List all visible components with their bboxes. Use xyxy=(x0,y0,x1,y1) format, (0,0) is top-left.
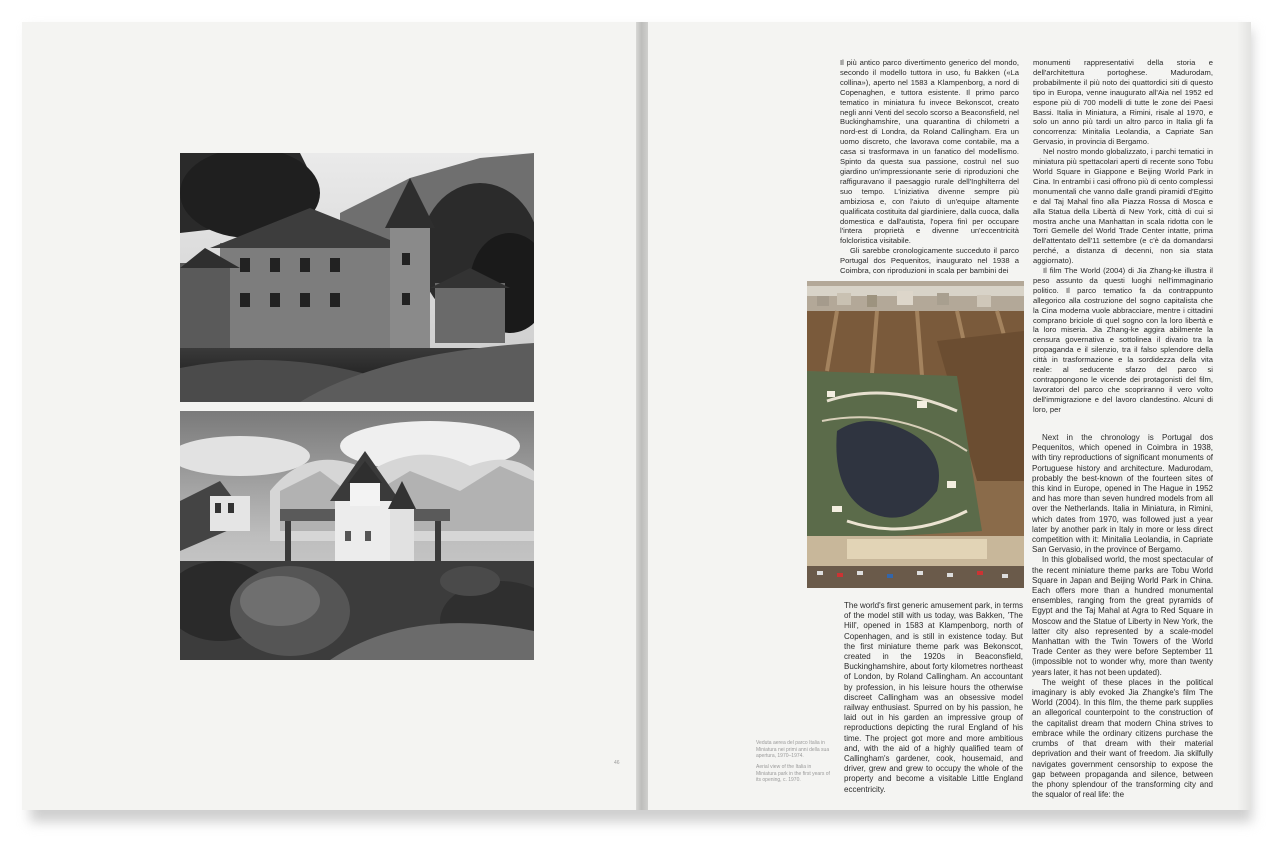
right-page xyxy=(648,22,1251,810)
photo-aerial-miniature-park xyxy=(807,281,1024,588)
photo-chateau-miniature xyxy=(180,153,534,402)
paragraph: monumenti rappresentativi della storia e dell'architettura portoghese. Madurodam, probabilmente il più noto dei quattordici siti di questo tipo in Europa, venne inaugurato all'Aia nel 1952 ed espone più di 700 modelli di tutte le zone dei Paesi Bassi. Italia in Miniatura, a Rimini, risale al 1970, e solo un anno più tardi un altro parco in Italia gli fa concorrenza: Minitalia Leolandia, a Capriate San Gervasio, in provincia di Bergamo. xyxy=(1033,58,1213,147)
paragraph: Nel nostro mondo globalizzato, i parchi tematici in miniatura più spettacolari aperti di recente sono Tobu World Square in Giappone e Beijing World Park in Cina. In entrambi i casi offrono più di cento complessi monumentali che vanno dalle grandi piramidi d'Egitto e dal Taj Mahal fino alla Piazza Rossa di Mosca e alla Statua della Libertà di New York, città di cui si mostra anche una Manhattan in scala ridotta con le Torri Gemelle del World Trade Center intatte, prima dell'attentato dell'11 settembre (e c'è da domandarsi perché, a distanza di decenni, non sia stata aggiornato). xyxy=(1033,147,1213,266)
italian-text-column-1 xyxy=(840,58,1019,276)
paragraph: Il film The World (2004) di Jia Zhang-ke illustra il peso assunto da questi luoghi nell'immaginario politico. Il parco tematico fa da contrappunto allegorico alla costruzione del sogno capitalista che la Cina moderna vuole abbracciare, mentre i cittadini comprano briciole di quel sogno con la loro libertà e la loro miseria. Jia Zhang-ke aggira abilmente la censura governativa e sottolinea il divario tra la propaganda e il silenzio, tra il falso splendore della città in trasformazione e la sordidezza della vita reale: al seducente sfarzo del parco si contrappongono le vicende dei protagonisti del film, lavoratori del parco che scopriranno il vero volto dell'immigrazione e del lavoro clandestino. Alcuni di loro, per xyxy=(1033,266,1213,414)
paragraph: Gli sarebbe cronologicamente succeduto il parco Portugal dos Pequenitos, inaugurato nel 1938 a Coimbra, con riproduzioni in scala per bambini dei xyxy=(840,246,1019,276)
paragraph: Next in the chronology is Portugal dos Pequenitos, which opened in Coimbra in 1938, with tiny reproductions of significant monuments of Portuguese history and architecture. Madurodam, probably the best-known of the fourteen sites of this kind in Europe, opened in The Hague in 1952 and has more than seven hundred models from all over the Netherlands. Italia in Miniatura, in Rimini, which dates from 1970, was followed just a year later by another park in Italy in more or less direct competition with it: Minitalia Leolandia, in Capriate San Gervasio, in the province of Bergamo. xyxy=(1032,433,1213,555)
caption-italian: Veduta aerea del parco Italia in Miniatura nei primi anni della sua apertura, 1970–1974. xyxy=(756,740,830,759)
paragraph: In this globalised world, the most spectacular of the recent miniature theme parks are Tobu World Square in Japan and Beijing World Park in China. Each offers more than a hundred monumental ensembles, ranging from the great pyramids of Egypt and the Taj Mahal at Agra to Red Square in Moscow and the Statue of Liberty in New York, the latter city also represented by a scale-model Manhattan with the Twin Towers of the World Trade Center as they were before September 11 (impossible not to wonder why, more than twenty years later, it has not been updated). xyxy=(1032,555,1213,677)
gutter xyxy=(636,22,648,810)
italian-text-column-2 xyxy=(1033,58,1213,415)
paragraph: The world's first generic amusement park, in terms of the model still with us today, was Bakken, 'The Hill', opened in 1583 at Klampenborg, north of Copenhagen, and is still in existence today. But the first miniature theme park was Bekonscot, created in the 1920s in Beaconsfield, Buckinghamshire, about forty kilometres northeast of London, by Roland Callingham. An accountant by profession, in his leisure hours the otherwise discreet Callingham was an obsessive model railway enthusiast. Spurred on by his passion, he laid out in his garden an impressive group of reproductions depicting the rural England of his time. The project got more and more ambitious and, with the aid of a highly qualified team of Callingham's gardener, cook, housemaid, and driver, grew and grew to occupy the whole of the property and become a visitable Little England eccentricity. xyxy=(844,601,1023,794)
english-text-column-1 xyxy=(844,601,1023,795)
paragraph: Il più antico parco divertimento generico del mondo, secondo il modello tuttora in uso, fu Bakken («La collina»), aperto nel 1583 a Klampenborg, a nord di Copenaghen, e tuttora esistente. Il primo parco tematico in miniatura fu invece Bekonscot, creato negli anni Venti del secolo scorso a Beaconsfield, nel Buckinghamshire, una quarantina di chilometri a nord-est di Londra, da Roland Callingham. Era un uomo discreto, che lavorava come contabile, ma a casa si trasformava in un fanatico del modellismo. Spinto da questa sua passione, costruì nel suo giardino un'impressionante serie di riproduzioni che raffiguravano il paesaggio rurale dell'Inghilterra del suo tempo. L'iniziativa divenne sempre più ambiziosa e, con l'aiuto di un'equipe altamente qualificata costituita dal giardiniere, dalla cuoca, dalla domestica e dall'autista, l'opera finì per occupare l'intera proprietà e divenne un'eccentricità folcloristica visitabile. xyxy=(840,58,1019,246)
english-text-column-2 xyxy=(1032,433,1213,800)
left-page xyxy=(22,22,636,810)
photo-castle-mountains xyxy=(180,411,534,660)
page-number: 46 xyxy=(614,760,620,766)
paragraph: The weight of these places in the political imaginary is ably evoked Jia Zhangke's film The World (2004). In this film, the theme park supplies an allegorical counterpoint to the construction of the capitalist dream that modern China strives to embrace while the ordinary citizens purchase the crumbs of that dream with their material deprivation and their want of freedom. Jia skilfully navigates government censorship to expose the gap between propaganda and silence, between the phony splendour of the transforming city and the squalor of real life: the xyxy=(1032,677,1213,800)
caption-english: Aerial view of the Italia in Miniatura park in the first years of its opening, c. 1970. xyxy=(756,764,830,783)
